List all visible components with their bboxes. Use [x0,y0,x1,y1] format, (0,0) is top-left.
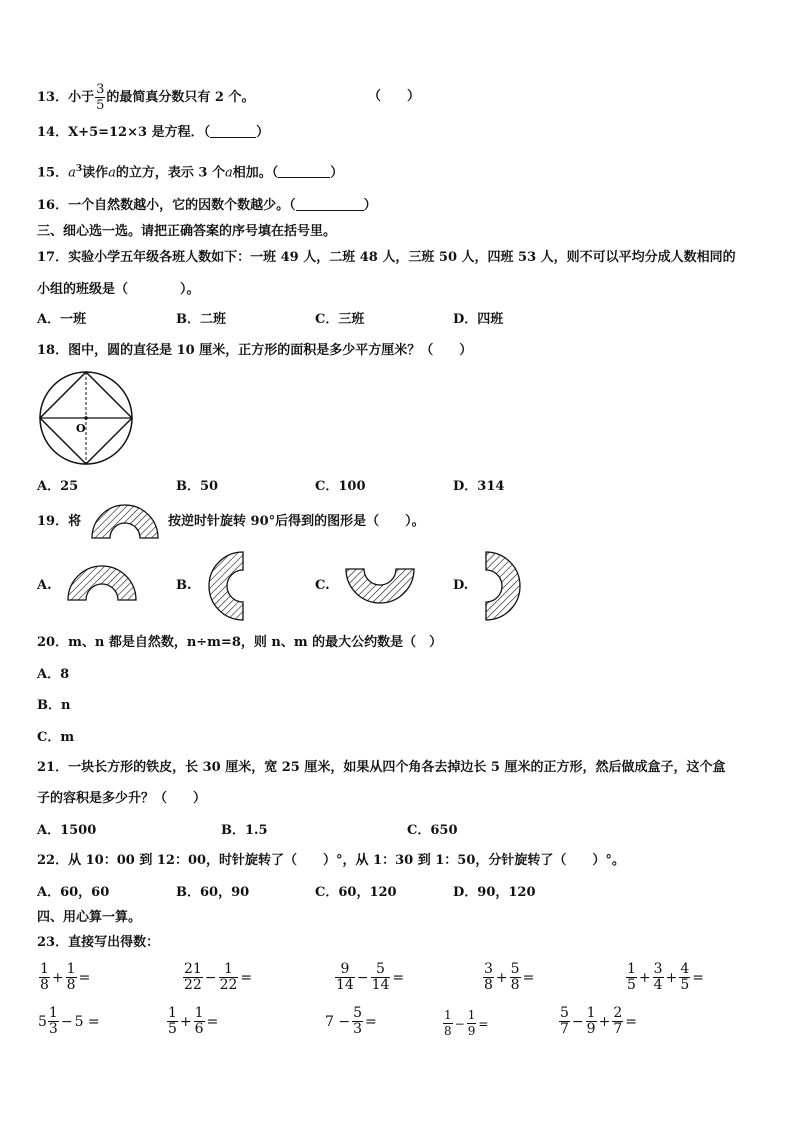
q22-text: 22．从 10：00 到 12：00，时针旋转了（ ）°，从 1：30 到 1：50，分针旋转了（ ）°。 [37,853,625,868]
q18-option-d[interactable]: D．314 [453,479,505,494]
q21-option-a[interactable]: A．1500 [37,823,97,838]
q22-option-a[interactable]: A．60，60 [37,885,110,900]
section-3-heading: 三、细心选一选。请把正确答案的序号填在括号里。 [37,224,337,239]
q17-line1: 17．实验小学五年级各班人数如下：一班 49 人，二班 48 人，三班 50 人，四班 53 人，则不可以平均分成人数相同的 [37,250,736,265]
q19-option-a-arch-up[interactable] [66,562,138,602]
q19-option-d-label[interactable]: D. [453,578,469,593]
q23-expr-3: $\frac{9}{14}$ − $\frac{5}{14}$ = [336,961,405,993]
q18-option-b[interactable]: B．50 [176,479,219,494]
q19-option-c-arch-down[interactable] [344,567,416,607]
q19-suffix: 按逆时针旋转 90°后得到的图形是（ ）。 [168,514,425,529]
q19-option-c-label[interactable]: C. [315,578,330,593]
q14-close: ） [256,125,270,140]
q21-option-b[interactable]: B．1.5 [221,823,268,838]
q19-prefix: 19．将 [37,514,82,529]
q13-suffix: 的最简真分数只有 2 个。 [106,90,255,105]
q21-line2: 子的容积是多少升？（ ） [37,791,207,806]
q15-var3: a [225,165,233,181]
q17-option-a[interactable]: A．一班 [37,312,87,327]
q23-expr-2: $\frac{21}{22}$ − $\frac{1}{22}$ = [184,961,253,993]
q15-close: ） [330,165,344,181]
q13-answer-paren[interactable]: （ ） [368,89,421,104]
q17-option-b[interactable]: B．二班 [176,312,226,327]
q18-text: 18．图中，圆的直径是 10 厘米，正方形的面积是多少平方厘米？（ ） [37,343,473,358]
q15-answer-blank[interactable] [278,164,330,178]
q17-line2: 小组的班级是（ ）。 [37,282,200,297]
q15-number: 15． [37,165,69,181]
q21-option-c[interactable]: C．650 [407,823,458,838]
q18-option-c[interactable]: C．100 [315,479,366,494]
q19-original-arch [90,500,160,540]
q19-option-a-label[interactable]: A. [37,578,52,593]
q22-option-d[interactable]: D．90，120 [453,885,536,900]
q13-frac-num: 3 [96,82,105,97]
q22-option-b[interactable]: B．60，90 [176,885,250,900]
q19-option-b-label[interactable]: B. [176,578,192,593]
q15-var2: a [108,165,116,181]
q22-option-c[interactable]: C．60，120 [315,885,397,900]
q23-text: 23．直接写出得数： [37,935,160,950]
q17-option-c[interactable]: C．三班 [315,312,365,327]
q20-option-b[interactable]: B．n [37,698,71,713]
question-15 [37,160,343,182]
q13-prefix: 13．小于 [37,90,95,105]
q23-expr-10: $\frac{5}{7}$ − $\frac{1}{9}$ + $\frac{2}{7}$ = [560,1005,637,1037]
q14-text: 14．X+5=12×3 是方程．（ [37,125,211,140]
q19-option-b-arch-left[interactable] [205,550,245,622]
q16-answer-blank[interactable] [296,197,364,211]
q18-option-a[interactable]: A．25 [37,479,79,494]
q13-frac-den: 5 [96,98,105,113]
question-14 [37,124,269,142]
q19-option-d-arch-right[interactable] [484,550,524,622]
question-16 [37,197,377,215]
q23-expr-7: $\frac{1}{5}$ + $\frac{1}{6}$ = [168,1005,219,1037]
q21-line1: 21．一块长方形的铁皮，长 30 厘米，宽 25 厘米，如果从四个角各去掉边长 5 厘米的正方形，然后做成盒子，这个盒 [37,760,726,775]
q15-mid2: 的立方，表示 3 个 [115,165,226,181]
q15-tail: 相加。（ [232,165,279,181]
q23-expr-1: $\frac{1}{8}$ + $\frac{1}{8}$ = [40,961,91,993]
q16-text: 16．一个自然数越小，它的因数个数越少。（ [37,198,296,213]
q23-expr-9: $\frac{1}{8}$ − $\frac{1}{9}$ = [444,1008,489,1038]
center-point [84,416,88,420]
q23-expr-5: $\frac{1}{5}$ + $\frac{3}{4}$ + $\frac{4}{5}$ = [627,961,704,993]
circle-square-figure [38,370,134,468]
q23-expr-4: $\frac{3}{8}$ + $\frac{5}{8}$ = [484,961,535,993]
q17-option-d[interactable]: D．四班 [453,312,504,327]
q16-close: ） [363,198,377,213]
q20-option-a[interactable]: A．8 [37,667,70,682]
q23-expr-8: 7 − $\frac{5}{3}$ = [325,1005,377,1037]
q20-option-c[interactable]: C．m [37,730,75,745]
q20-text: 20．m、n 都是自然数，n÷m=8，则 n、m 的最大公约数是（ ） [37,635,443,650]
question-13 [37,82,254,113]
q15-var: a [68,165,76,181]
q15-mid: 读作 [82,165,109,181]
q13-fraction [95,82,105,113]
q14-answer-blank[interactable] [210,124,256,138]
q23-expr-6: 5 $\frac{1}{3}$ − 5 = [38,1005,100,1037]
section-4-heading: 四、用心算一算。 [37,910,142,925]
q15-exp: 3 [75,164,83,174]
center-label: O [76,422,86,435]
